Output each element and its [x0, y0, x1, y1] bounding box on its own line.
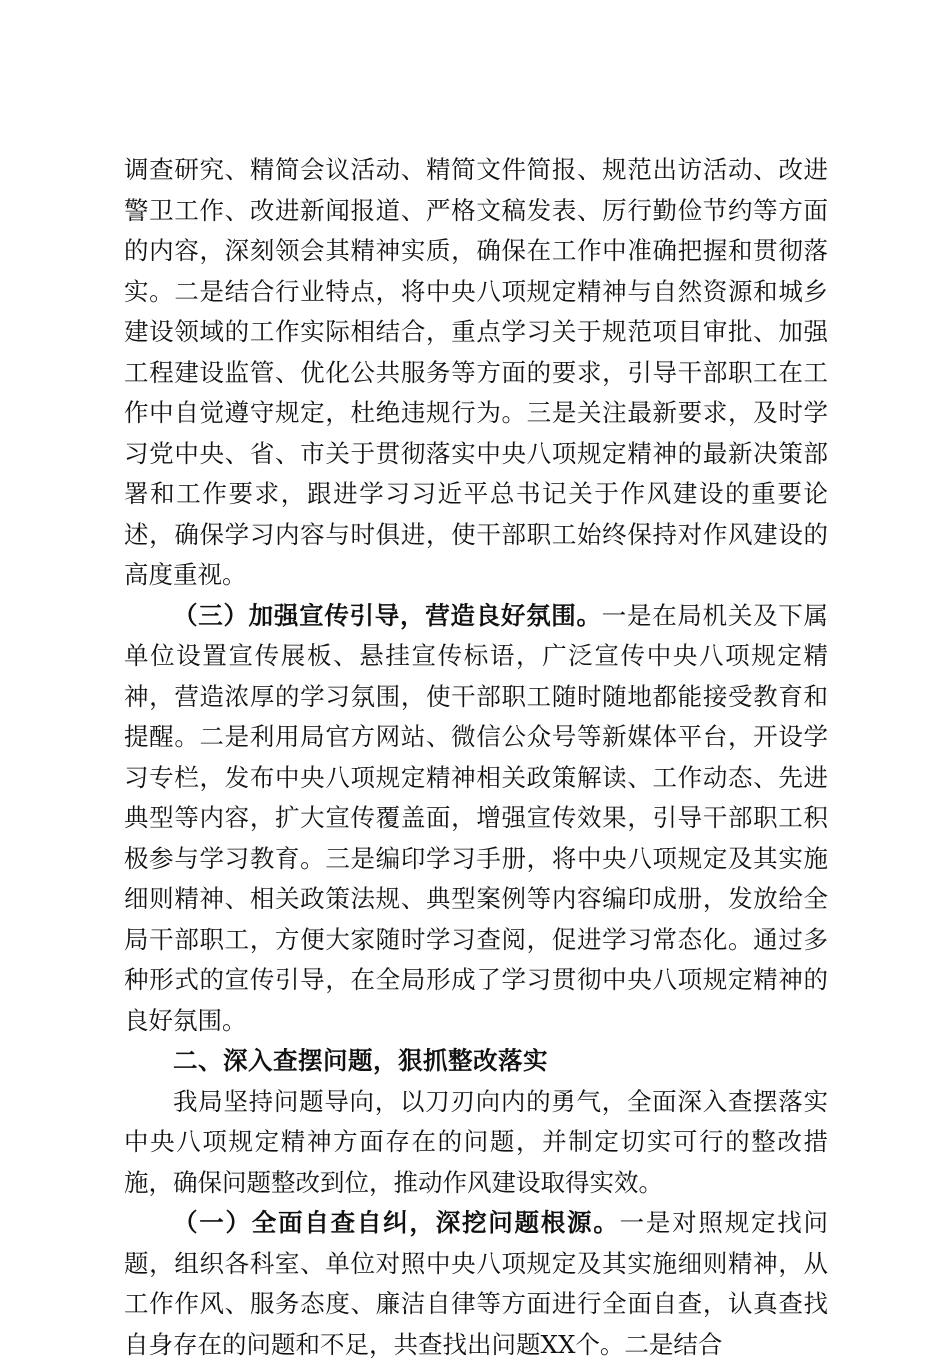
paragraph-body-self-inspection: 一是对照规定找问题，组织各科室、单位对照中央八项规定及其实施细则精神，从工作作风、服务态度、廉洁自律等方面进行全面自查，认真查找自身存在的问题和不足，共查找出问题XX个。二是结合 [124, 1208, 829, 1359]
paragraph-self-inspection [124, 1203, 828, 1365]
paragraph-publicity [124, 596, 828, 1042]
section-heading-2: 二、深入查摆问题，狠抓整改落实 [173, 1046, 548, 1075]
paragraph-body-publicity: 一是在局机关及下属单位设置宣传展板、悬挂宣传标语，广泛宣传中央八项规定精神，营造浓厚的学习氛围，使干部职工随时随地都能接受教育和提醒。二是利用局官方网站、微信公众号等新媒体平台，开设学习专栏，发布中央八项规定精神相关政策解读、工作动态、先进典型等内容，扩大宣传覆盖面，增强宣传效果，引导干部职工积极参与学习教育。三是编印学习手册，将中央八项规定及其实施细则精神、相关政策法规、典型案例等内容编印成册，发放给全局干部职工，方便大家随时学习查阅，促进学习常态化。通过多种形式的宣传引导，在全局形成了学习贯彻中央八项规定精神的良好氛围。 [124, 600, 829, 1035]
paragraph-problem-orientation: 我局坚持问题导向，以刀刃向内的勇气，全面深入查摆落实中央八项规定精神方面存在的问题，并制定切实可行的整改措施，确保问题整改到位，推动作风建设取得实效。 [124, 1086, 828, 1197]
paragraph-lead-publicity: （三）加强宣传引导，营造良好氛围。 [173, 600, 602, 630]
paragraph-study-content: 调查研究、精简会议活动、精简文件简报、规范出访活动、改进警卫工作、改进新闻报道、严格文稿发表、厉行勤俭节约等方面的内容，深刻领会其精神实质，确保在工作中准确把握和贯彻落实。二是结合行业特点，将中央八项规定精神与自然资源和城乡建设领域的工作实际相结合，重点学习关于规范项目审批、加强工程建设监管、优化公共服务等方面的要求，引导干部职工在工作中自觉遵守规定，杜绝违规行为。三是关注最新要求，及时学习党中央、省、市关于贯彻落实中央八项规定精神的最新决策部署和工作要求，跟进学习习近平总书记关于作风建设的重要论述，确保学习内容与时俱进，使干部职工始终保持对作风建设的高度重视。 [124, 155, 828, 589]
document-page [124, 150, 828, 1365]
paragraph-lead-self-inspection: （一）全面自查自纠，深挖问题根源。 [173, 1208, 620, 1237]
